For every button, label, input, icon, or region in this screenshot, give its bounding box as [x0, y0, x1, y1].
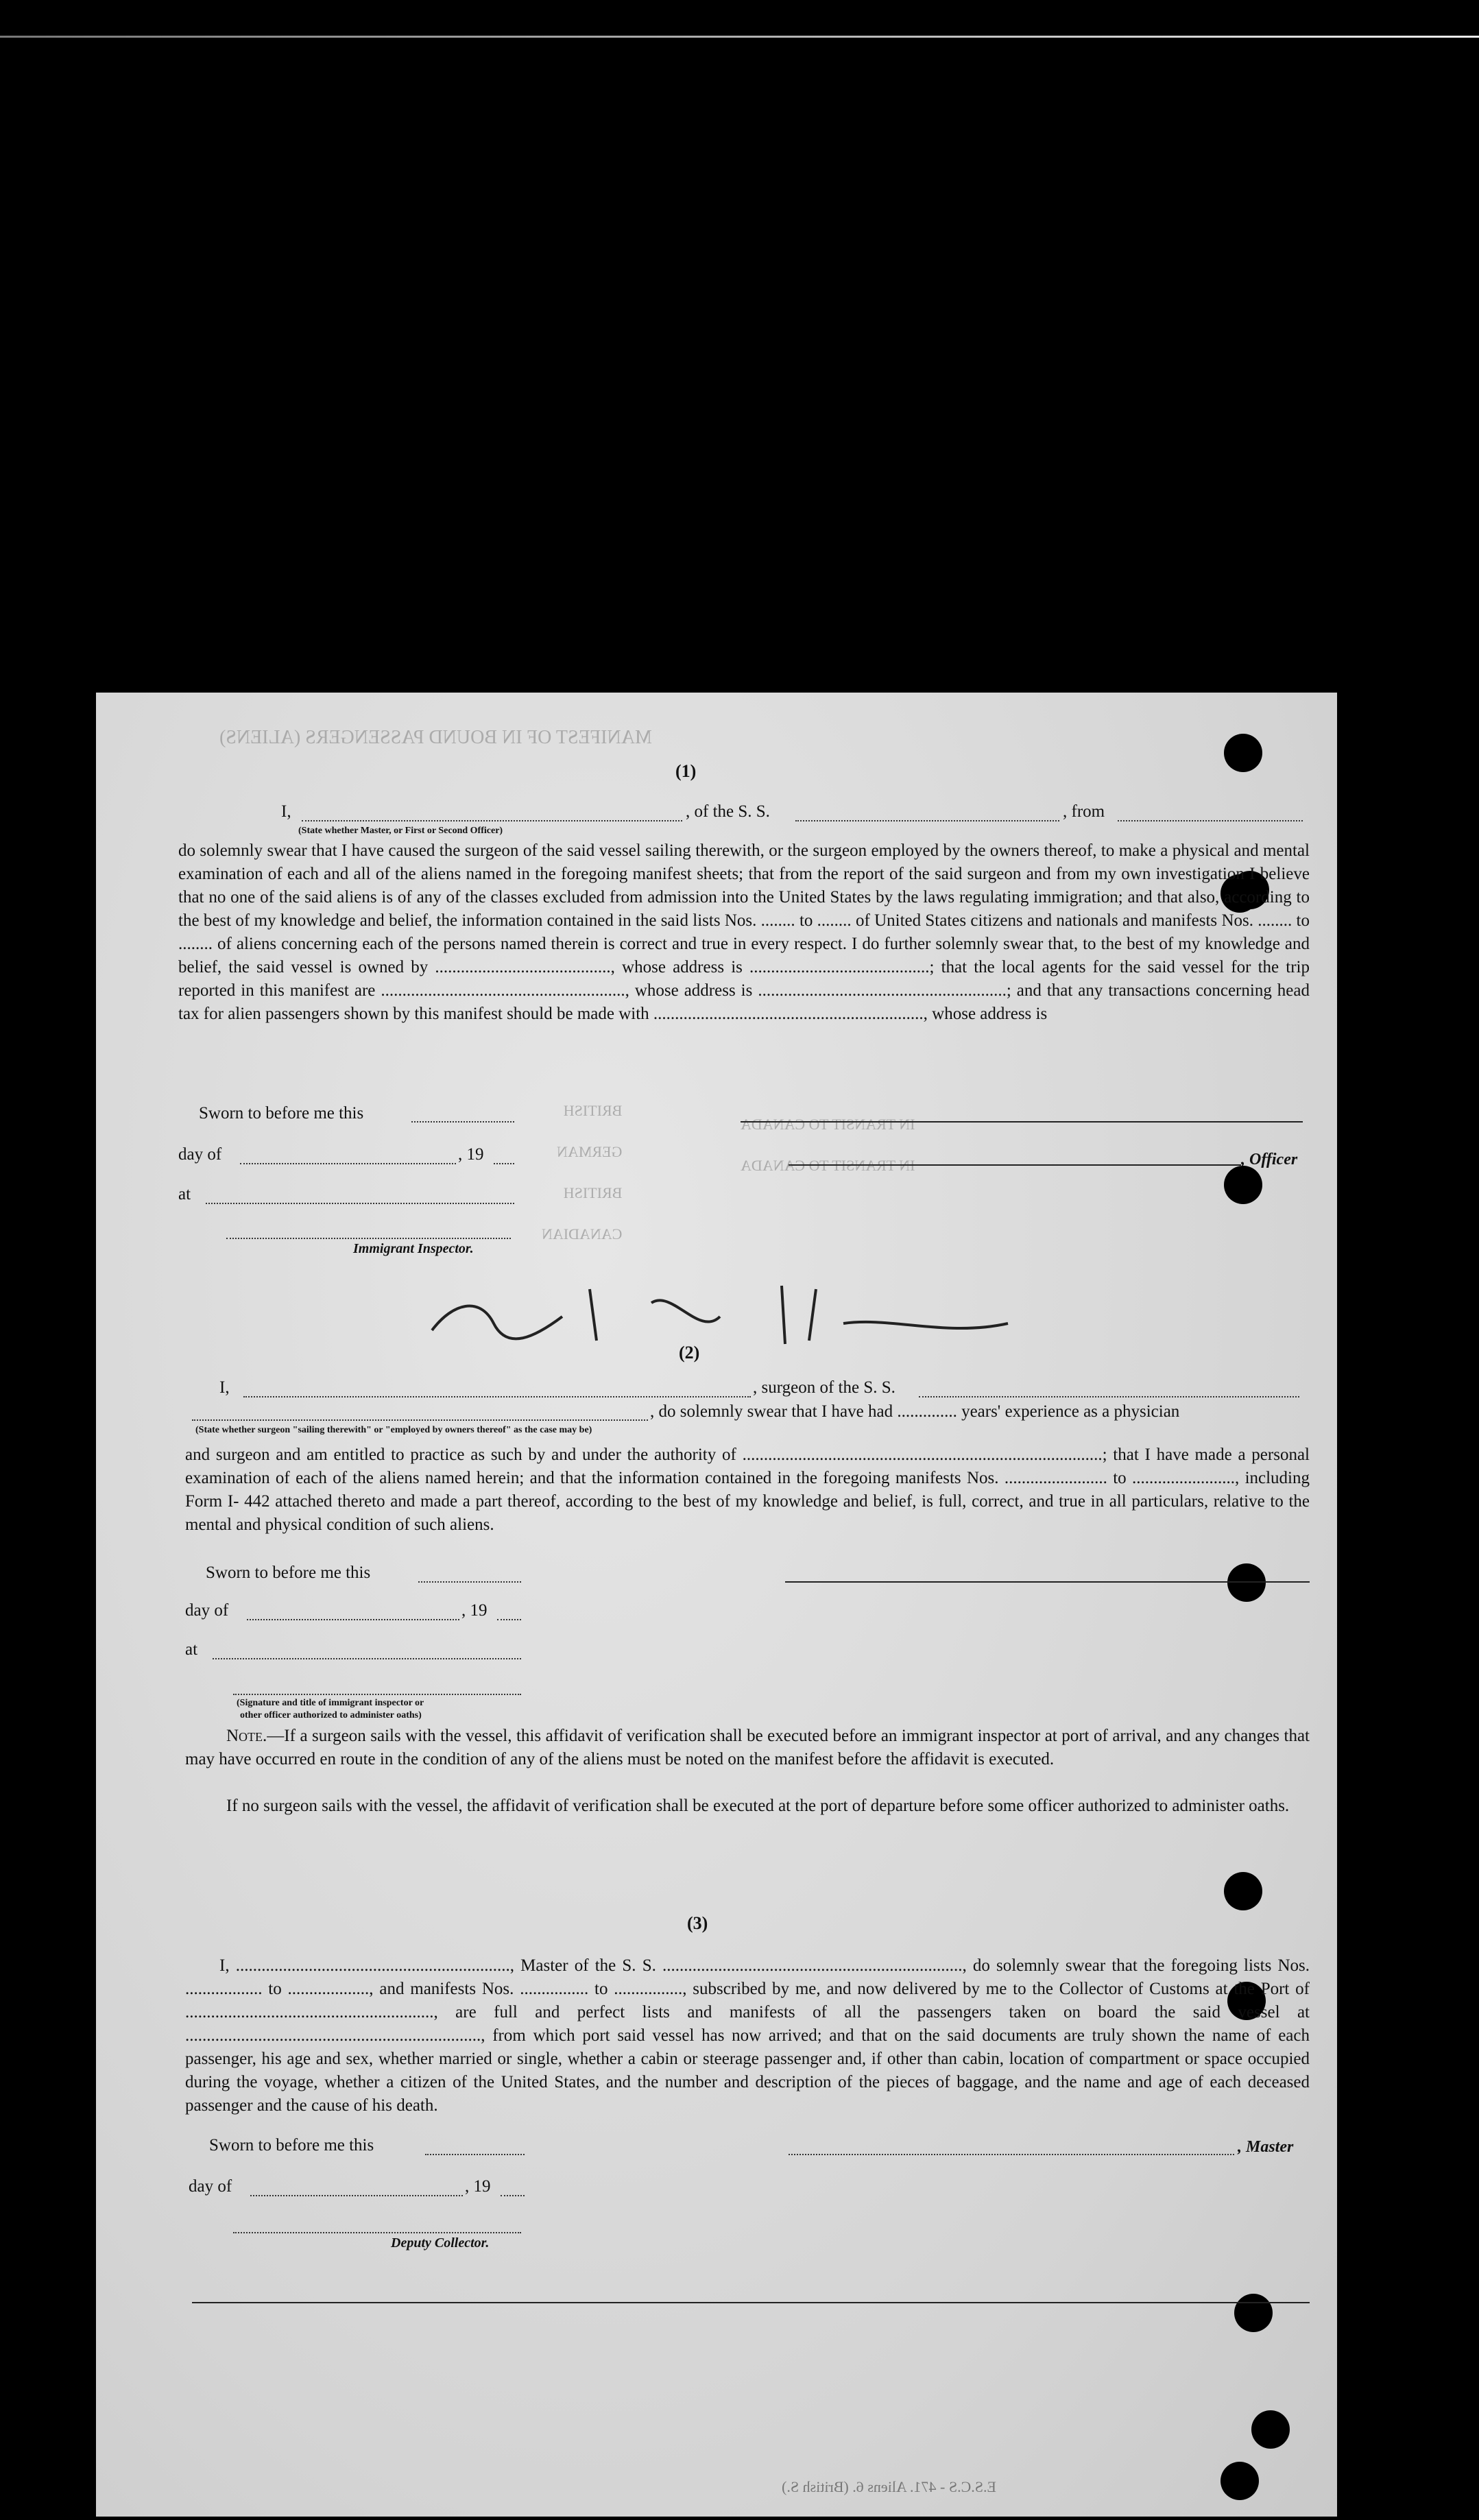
section-1-at-label: at — [178, 1185, 191, 1203]
deputy-collector-label: Deputy Collector. — [391, 2235, 490, 2251]
punch-hole — [1224, 1872, 1262, 1910]
punch-hole — [1224, 1166, 1262, 1204]
section-2-sworn-label: Sworn to before me this — [206, 1563, 371, 1582]
section-2-year-field[interactable] — [497, 1619, 521, 1620]
punch-hole — [1221, 2462, 1259, 2500]
section-2-at-label: at — [185, 1640, 198, 1659]
sworn-date-field[interactable] — [411, 1121, 514, 1123]
deputy-collector-signature-field[interactable] — [233, 2232, 521, 2233]
at-place-field[interactable] — [206, 1203, 514, 1204]
signature-caption-2: other officer authorized to administer oaths) — [240, 1710, 422, 1720]
section-1-vessel-label: , of the S. S. — [686, 802, 770, 821]
section-1-year-label: , 19 — [458, 1145, 484, 1164]
declarant-name-field[interactable] — [302, 820, 682, 821]
bleed-through-column: BRITISH GERMAN BRITISH CANADIAN — [542, 1102, 623, 1243]
section-2-signature-field[interactable] — [233, 1694, 521, 1695]
surgeon-name-field[interactable] — [243, 1396, 751, 1397]
section-2-experience-line: , do solemnly swear that I have had .............. years' experience as a physician — [650, 1402, 1180, 1421]
section-3-day-label: day of — [189, 2177, 232, 2196]
note-label: Note. — [226, 1727, 267, 1745]
top-border-line — [0, 36, 1479, 38]
vessel-name-field[interactable] — [795, 820, 1059, 821]
manifest-page — [96, 693, 1337, 2517]
section-3-year-label: , 19 — [465, 2177, 491, 2196]
surgeon-type-field[interactable] — [192, 1419, 648, 1421]
master-signature-field[interactable] — [789, 2154, 1234, 2155]
signature-scribble — [425, 1275, 1042, 1351]
signature-caption-1: (Signature and title of immigrant inspector or — [237, 1698, 424, 1708]
bleed-through-column: IN TRANSIT TO CANADA IN TRANSIT TO CANADA — [741, 1116, 915, 1174]
section-2-declarant-prefix: I, — [219, 1378, 230, 1397]
section-2-number: (2) — [679, 1343, 700, 1363]
section-2-oath-text: and surgeon and am entitled to practice as such by and under the authority of ....................................................................................; that I have made a personal examination of each of the aliens named herein; and that the information contained in the foregoing manifests Nos. ........................ to ........................, including Form I- 442 attached thereto and made a part thereof, according to the best of my knowledge and belief, is full, correct, and true in all particulars, relative to the mental and physical condition of such aliens. — [185, 1445, 1310, 1534]
section-3-day-field[interactable] — [250, 2195, 463, 2196]
section-1-declarant-prefix: I, — [281, 802, 291, 821]
punch-hole — [1227, 1563, 1266, 1602]
bottom-rule — [192, 2302, 1310, 2303]
section-2-year-label: , 19 — [461, 1601, 488, 1620]
immigrant-inspector-label: Immigrant Inspector. — [353, 1241, 474, 1256]
year-field[interactable] — [494, 1163, 514, 1164]
from-port-field[interactable] — [1118, 820, 1303, 821]
section-2-vessel-field[interactable] — [919, 1396, 1299, 1397]
section-2-vessel-label: , surgeon of the S. S. — [753, 1378, 895, 1397]
section-3-year-field[interactable] — [501, 2195, 525, 2196]
section-2-sworn-date-field[interactable] — [418, 1581, 521, 1583]
section-1-number: (1) — [675, 761, 697, 781]
section-3-sworn-label: Sworn to before me this — [209, 2136, 374, 2155]
section-3-oath-text: I, ................................................................, Master of the S. S. ......................................................................, do solemnly swear that the foregoing lists Nos. .................. to ..................., and manifests Nos. ................ to ................, subscribed by me, and now delivered by me to the Collector of Customs at the Port of .........................................................., are full and perfect lists and manifests of all the passengers taken on board the said vessel at ....................................................................., from which port said vessel has now arrived; and that on the said documents are truly shown the name of each passenger, his age and sex, whether married or single, whether a cabin or steerage passenger and, if other than cabin, location of compartment or space occupied during the voyage, whether a citizen of the United States, and the number and description of the pieces of baggage, and the name and age of each deceased passenger and the cause of his death. — [185, 1956, 1310, 2115]
section-1-caption: (State whether Master, or First or Second Officer) — [298, 826, 503, 836]
punch-hole — [1234, 2294, 1273, 2332]
section-2-day-field[interactable] — [247, 1619, 459, 1620]
section-2-caption: (State whether surgeon "sailing therewith" or "employed by owners thereof" as the case may be) — [195, 1425, 592, 1435]
surgeon-signature-line[interactable] — [785, 1581, 1310, 1583]
note-paragraph — [185, 1725, 1310, 1771]
section-1-from-label: , from — [1063, 802, 1105, 821]
section-3-sworn-date-field[interactable] — [425, 2154, 525, 2155]
day-field[interactable] — [240, 1163, 456, 1164]
punch-hole — [1251, 2410, 1290, 2449]
section-2-at-field[interactable] — [213, 1658, 521, 1659]
bleed-through-footer: E.S.C.S - 471. Aliens 6. (British S.) — [782, 2478, 996, 2495]
section-3-number: (3) — [687, 1913, 708, 1933]
section-1-oath-text: do solemnly swear that I have caused the surgeon of the said vessel sailing therewith, or the surgeon employed by the owners thereof, to make a physical and mental examination of each and all of the aliens named in the foregoing manifest sheets; that from the report of the said surgeon and from my own investigation I believe that no one of the said aliens is of any of the classes excluded from admission into the United States by the laws regulating immigration; and that also, according to the best of my knowledge and belief, the information contained in the said lists Nos. ........ to ........ of United States citizens and nationals and manifests Nos. ........ to ........ of aliens concerning each of the persons named therein is correct and true in every respect. I do further solemnly swear that, to the best of my knowledge and belief, the said vessel is owned by ........................................., whose address is ..........................................; that the local agents for the said vessel for the trip reported in this manifest are ........................................................., whose address is ..........................................................; and that any transactions concerning head tax for alien passengers shown by this manifest should be made with ..............................................................., whose address is — [178, 841, 1310, 1023]
officer-label: , Officer — [1241, 1151, 1298, 1168]
section-1-sworn-label: Sworn to before me this — [199, 1104, 364, 1123]
section-2-day-label: day of — [185, 1601, 229, 1620]
inspector-signature-field[interactable] — [226, 1238, 511, 1239]
section-1-day-label: day of — [178, 1145, 222, 1164]
bleed-through-header: MANIFEST OF IN BOUND PASSENGERS (ALIENS) — [219, 727, 652, 748]
note-2-paragraph: If no surgeon sails with the vessel, the affidavit of verification shall be executed at the port of departure before some officer authorized to administer oaths. — [226, 1797, 1290, 1815]
officer-signature-line[interactable] — [741, 1121, 1303, 1123]
note-text: —If a surgeon sails with the vessel, this affidavit of verification shall be executed before an immigrant inspector at port of arrival, and any changes that may have occurred en route in the condition of any of the aliens must be noted on the manifest before the affidavit is executed. — [185, 1727, 1310, 1768]
master-label: , Master — [1238, 2138, 1294, 2156]
punch-hole — [1224, 734, 1262, 772]
officer-line[interactable] — [789, 1164, 1241, 1166]
